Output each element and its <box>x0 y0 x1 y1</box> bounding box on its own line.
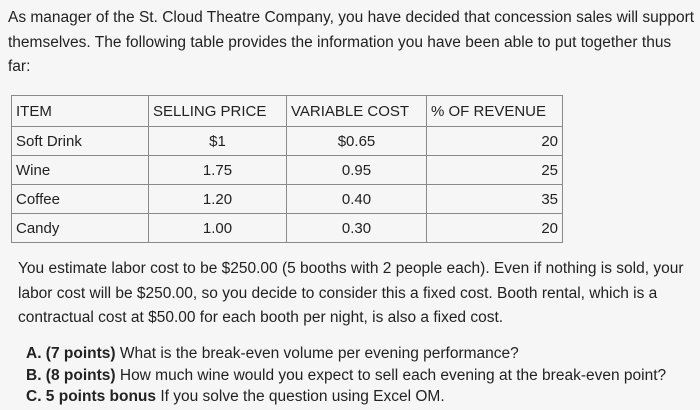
cell-variable-cost: 0.30 <box>287 214 427 243</box>
question-list <box>26 343 700 408</box>
cell-selling-price: 1.00 <box>149 214 287 243</box>
paragraph-line: contractual cost at $50.00 for each booth per night, is also a fixed cost. <box>18 309 504 326</box>
question-label: C. 5 points bonus <box>26 388 157 405</box>
cell-variable-cost: 0.95 <box>287 156 427 185</box>
intro-line: As manager of the St. Cloud Theatre Company, you have decided that concession sales will support <box>8 9 695 26</box>
cost-paragraph <box>18 257 700 331</box>
header-item: ITEM <box>12 96 149 127</box>
intro-line: themselves. The following table provides the information you have been able to put together thus <box>8 33 672 51</box>
cell-variable-cost: $0.65 <box>287 127 427 156</box>
table-row <box>12 127 563 156</box>
concession-table <box>11 95 563 243</box>
table-row <box>12 214 563 243</box>
question-label: B. (8 points) <box>26 366 116 384</box>
intro-line: far: <box>8 58 31 75</box>
question-item <box>26 343 700 365</box>
cell-selling-price: 1.20 <box>149 185 287 214</box>
header-selling-price: SELLING PRICE <box>149 96 287 127</box>
cell-percent-revenue: 20 <box>427 214 563 243</box>
intro-text <box>8 6 700 80</box>
table-header-row <box>12 96 563 127</box>
paragraph-line: labor cost will be $250.00, so you decide to consider this a fixed cost. Booth rental, which is a <box>18 284 658 302</box>
cell-selling-price: $1 <box>149 127 287 156</box>
cell-item: Candy <box>12 214 149 243</box>
cell-percent-revenue: 20 <box>427 127 563 156</box>
cell-percent-revenue: 35 <box>427 185 563 214</box>
question-item <box>26 386 700 408</box>
question-item <box>26 365 700 387</box>
cell-selling-price: 1.75 <box>149 156 287 185</box>
cell-item: Coffee <box>12 185 149 214</box>
question-text: What is the break-even volume per evening performance? <box>115 345 519 362</box>
question-text: How much wine would you expect to sell each evening at the break-even point? <box>115 366 667 384</box>
header-variable-cost: VARIABLE COST <box>287 96 427 127</box>
question-text: If you solve the question using Excel OM. <box>156 388 445 405</box>
paragraph-line: You estimate labor cost to be $250.00 (5 booths with 2 people each). Even if nothing is sold, your <box>18 260 684 277</box>
cell-item: Soft Drink <box>12 127 149 156</box>
cell-item: Wine <box>12 156 149 185</box>
question-label: A. (7 points) <box>26 345 116 362</box>
cell-percent-revenue: 25 <box>427 156 563 185</box>
cell-variable-cost: 0.40 <box>287 185 427 214</box>
table-row <box>12 156 563 185</box>
header-percent-revenue: % OF REVENUE <box>427 96 563 127</box>
table-row <box>12 185 563 214</box>
